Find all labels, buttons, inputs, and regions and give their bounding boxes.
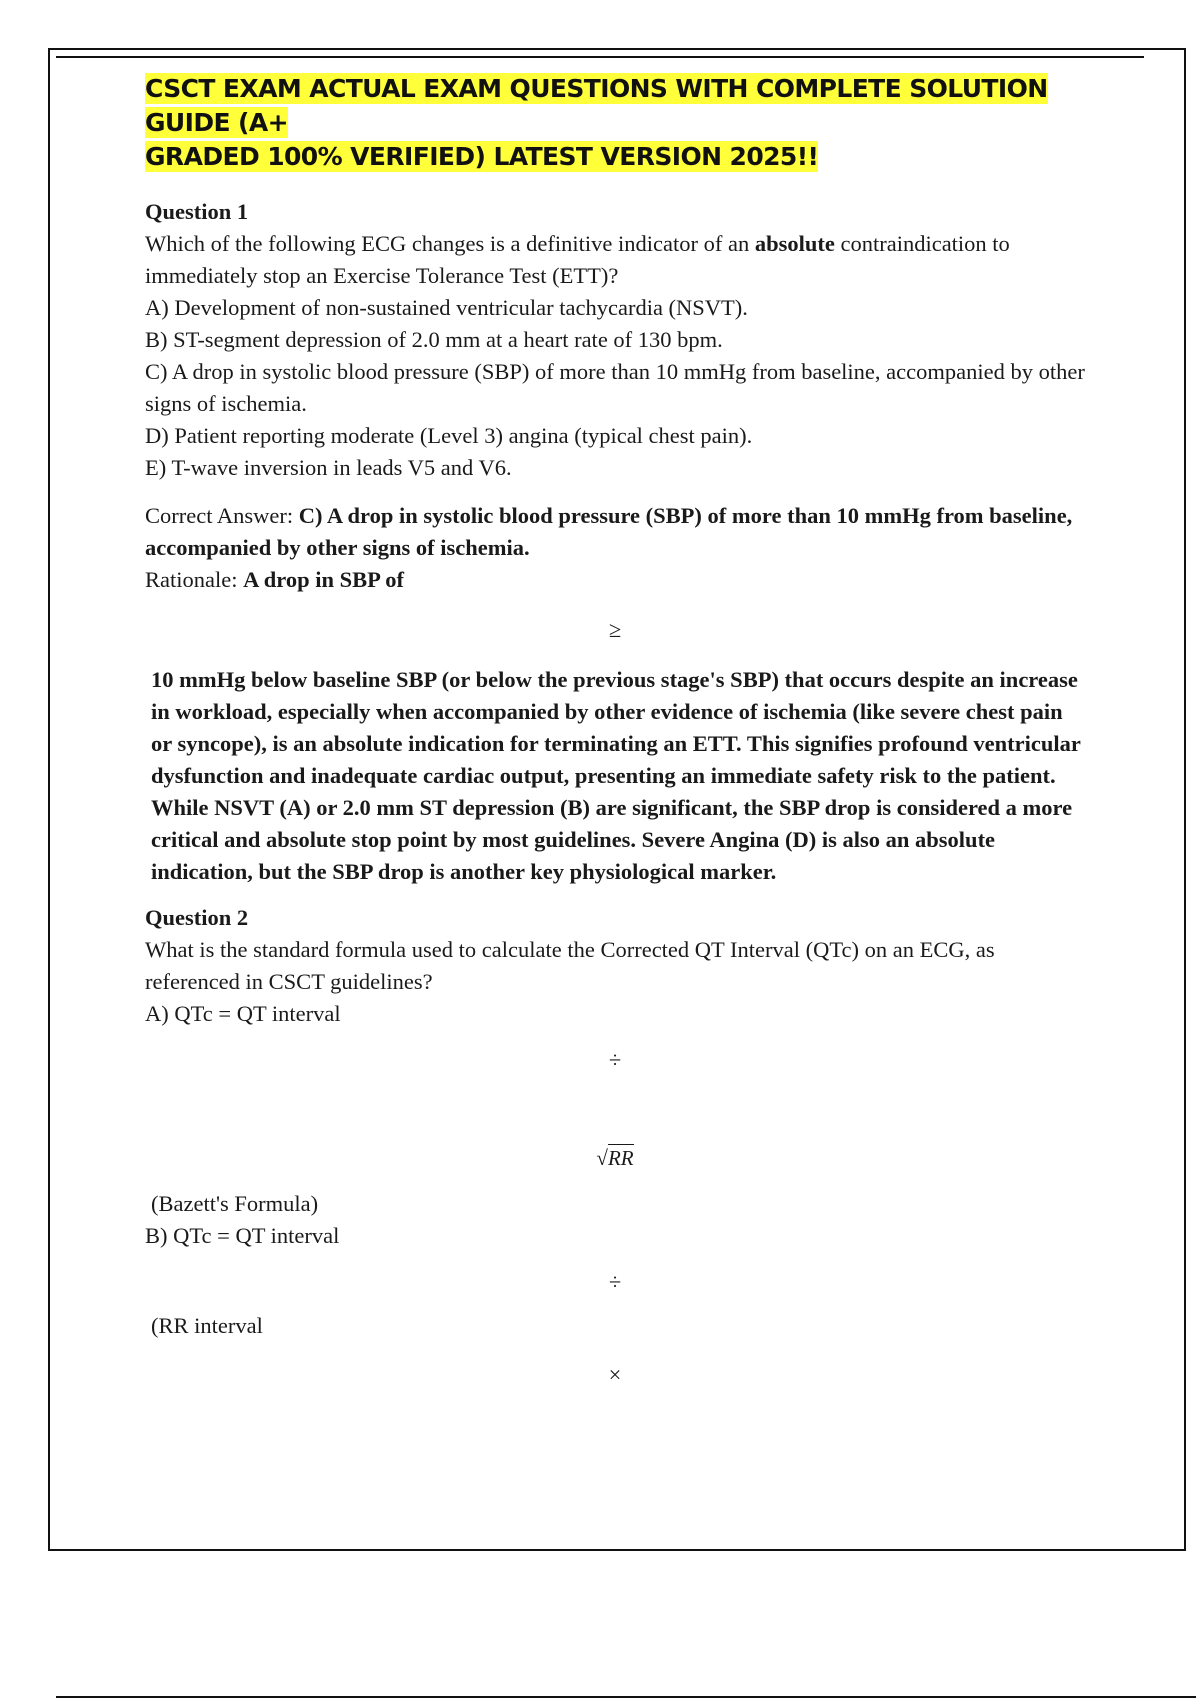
bazett-formula-note: (Bazett's Formula): [151, 1191, 319, 1216]
greater-equal-symbol: ≥: [608, 617, 622, 642]
answer-text: C) A drop in systolic blood pressure (SBP) of more than 10 mmHg from baseline, accompanied by other signs of ischemia.: [145, 503, 1073, 560]
absolute-emphasis: absolute: [754, 231, 835, 256]
sqrt-rr-formula: [145, 1142, 1085, 1174]
question-1-option-e: E) T-wave inversion in leads V5 and V6.: [145, 455, 512, 480]
rationale-label: Rationale:: [145, 567, 238, 592]
question-1-option-b: B) ST-segment depression of 2.0 mm at a heart rate of 130 bpm.: [145, 327, 723, 352]
title-line-2: GRADED 100% VERIFIED) LATEST VERSION 2025!!: [145, 142, 819, 171]
sqrt-content: RR: [607, 1146, 634, 1170]
question-1-option-c: C) A drop in systolic blood pressure (SBP) of more than 10 mmHg from baseline, accompanied by other signs of ischemia.: [145, 359, 1085, 416]
multiplication-symbol: ×: [608, 1362, 622, 1387]
document-title: [145, 72, 1085, 174]
bottom-rule: [56, 1696, 1196, 1698]
question-1-option-d: D) Patient reporting moderate (Level 3) angina (typical chest pain).: [145, 423, 753, 448]
question-1-option-a: A) Development of non-sustained ventricular tachycardia (NSVT).: [145, 295, 748, 320]
answer-label: Correct Answer:: [145, 503, 294, 528]
question-1-rationale: [145, 564, 1085, 596]
sqrt-symbol: √: [596, 1146, 608, 1170]
question-2-option-b: B) QTc = QT interval: [145, 1223, 340, 1248]
option-b-continuation: (RR interval: [151, 1313, 263, 1338]
rationale-body: 10 mmHg below baseline SBP (or below the previous stage's SBP) that occurs despite an increase in workload, especially when accompanied by other evidence of ischemia (like severe chest pain or syncope), is an absolute indication for terminating an ETT. This signifies profound ventricular dysfunction and inadequate cardiac output, presenting an immediate safety risk to the patient. While NSVT (A) or 2.0 mm ST depression (B) are significant, the SBP drop is considered a more critical and absolute stop point by most guidelines. Severe Angina (D) is also an absolute indication, but the SBP drop is another key physiological marker.: [151, 667, 1081, 884]
question-1-correct-answer: [145, 500, 1085, 564]
top-rule: [56, 56, 1144, 58]
question-2-option-a: A) QTc = QT interval: [145, 1001, 341, 1026]
question-1-stem: Which of the following ECG changes is a definitive indicator of an absolute contraindication to immediately stop an Exercise Tolerance Test (ETT)?: [145, 231, 1010, 288]
division-symbol-a: ÷: [608, 1047, 622, 1072]
title-line-1: CSCT EXAM ACTUAL EXAM QUESTIONS WITH COMPLETE SOLUTION GUIDE (A+: [145, 74, 1048, 137]
question-2-heading: Question 2: [145, 905, 249, 930]
question-2-stem: What is the standard formula used to calculate the Corrected QT Interval (QTc) on an ECG, as referenced in CSCT guidelines?: [145, 937, 995, 994]
rationale-start: A drop in SBP of: [243, 567, 405, 592]
question-1-heading: Question 1: [145, 199, 249, 224]
document-body: [145, 72, 1085, 1391]
division-symbol-b: ÷: [608, 1269, 622, 1294]
